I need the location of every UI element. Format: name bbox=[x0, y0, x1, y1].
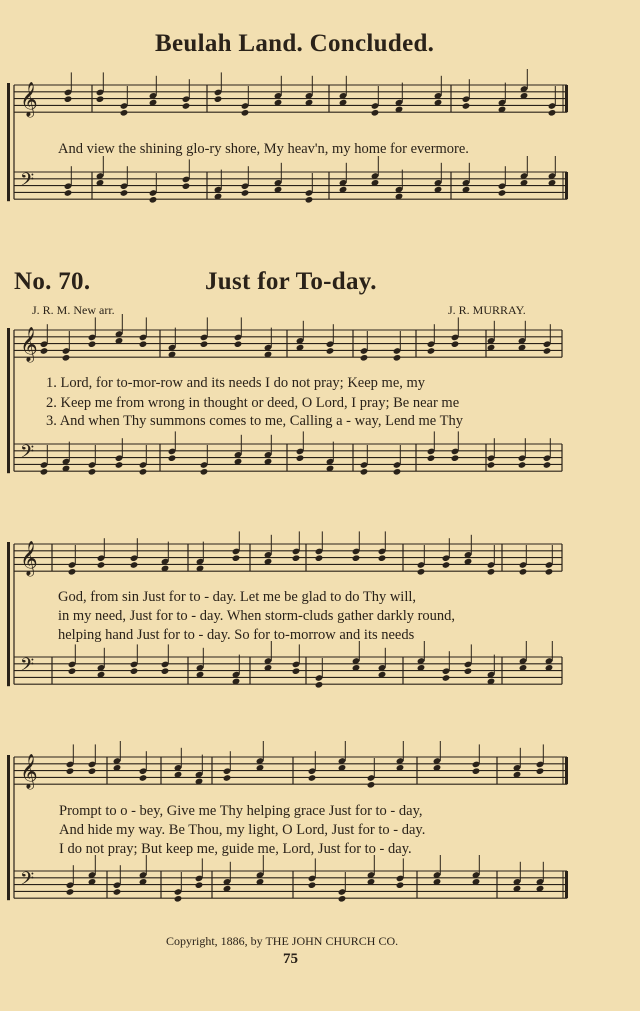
hymn-system1-brace bbox=[7, 328, 10, 473]
beulah-bass-note bbox=[241, 189, 250, 197]
hymn-system1-bass-note bbox=[40, 468, 49, 476]
beulah-bass-note bbox=[64, 189, 73, 197]
hymn-system2-treble-note bbox=[352, 554, 361, 562]
hymn-system3-treble-note bbox=[308, 774, 317, 782]
hymn-system1-bass-note bbox=[200, 468, 209, 476]
hymn-system3-bass-note bbox=[195, 881, 204, 889]
system3-lyric-verse2: And hide my way. Be Thou, my light, O Lord, Just for to - day. bbox=[59, 822, 426, 838]
beulah-bass-clef-icon: 𝄢 bbox=[20, 170, 35, 195]
hymn-system1-treble-note bbox=[393, 354, 402, 362]
beulah-bass-note bbox=[498, 189, 507, 197]
hymn-system1-bass-note bbox=[115, 461, 124, 469]
hymn-system2-treble-note bbox=[292, 554, 301, 562]
beulah-treble-note bbox=[214, 95, 223, 103]
hymn-system2-treble-clef-icon: 𝄞 bbox=[20, 541, 38, 576]
hymn-system1-bass-note bbox=[393, 468, 402, 476]
hymn-system2-bass-note bbox=[130, 667, 139, 675]
hymn-system2-bass-clef-icon: 𝄢 bbox=[20, 655, 35, 680]
hymn-system2-bass-note bbox=[68, 667, 77, 675]
beulah-bass-note bbox=[182, 182, 191, 190]
hymn-system3-bass-note bbox=[338, 895, 347, 903]
beulah-treble-note bbox=[462, 102, 471, 110]
hymn-number: No. 70. bbox=[14, 268, 91, 295]
page-number: 75 bbox=[283, 951, 298, 967]
system3-lyric-verse1: Prompt to o - bey, Give me Thy helping grace Just for to - day, bbox=[59, 803, 423, 819]
beulah-treble-note bbox=[120, 109, 129, 117]
system1-lyric-verse2: 2. Keep me from wrong in thought or deed, O Lord, I pray; Be near me bbox=[46, 395, 460, 411]
hymn-system3-bass-clef-icon: 𝄢 bbox=[20, 869, 35, 894]
hymn-title: Just for To-day. bbox=[205, 268, 377, 295]
hymn-system2-bass-note bbox=[161, 667, 170, 675]
hymn-system3-treble-note bbox=[536, 767, 545, 775]
hymn-system2-bass-note bbox=[292, 667, 301, 675]
hymn-system1-bass-note bbox=[543, 461, 552, 469]
hymn-system1-treble-note bbox=[326, 347, 335, 355]
hymn-system3-bass-note bbox=[113, 888, 122, 896]
hymn-system1-treble-clef-icon: 𝄞 bbox=[20, 327, 38, 362]
hymn-system3-bass-note bbox=[66, 888, 75, 896]
hymn-system1-bass-note bbox=[487, 461, 496, 469]
hymn-system1-treble-note bbox=[139, 340, 148, 348]
hymn-system2-treble-note bbox=[417, 568, 426, 576]
copyright-line: Copyright, 1886, by THE JOHN CHURCH CO. bbox=[166, 934, 399, 948]
hymn-system3-treble-note bbox=[88, 767, 97, 775]
hymn-system2-bass-note bbox=[464, 667, 473, 675]
system1-lyric-verse3: 3. And when Thy summons comes to me, Calling a - way, Lend me Thy bbox=[46, 413, 463, 429]
beulah-bass-note bbox=[305, 196, 314, 204]
hymn-system1-bass-note bbox=[296, 454, 305, 462]
hymn-system2-bass-note bbox=[315, 681, 324, 689]
hymn-system2-treble-note bbox=[232, 554, 241, 562]
hymn-system1-treble-note bbox=[234, 340, 243, 348]
hymn-system1-bass-note bbox=[360, 468, 369, 476]
hymn-system3-treble-note bbox=[223, 774, 232, 782]
hymn-system1-treble-note bbox=[360, 354, 369, 362]
hymn-system1-bass-note bbox=[518, 461, 527, 469]
beulah-bass-note bbox=[120, 189, 129, 197]
hymn-system2-treble-note bbox=[442, 561, 451, 569]
hymn-system3-treble-clef-icon: 𝄞 bbox=[20, 754, 38, 789]
hymn-system1-treble-note bbox=[40, 347, 49, 355]
hymn-system3-bass-note bbox=[396, 881, 405, 889]
hymn-system2-treble-note bbox=[315, 554, 324, 562]
continuation-title: Beulah Land. Concluded. bbox=[155, 30, 435, 57]
beulah-treble-clef-icon: 𝄞 bbox=[20, 82, 38, 117]
hymn-system2-treble-note bbox=[68, 568, 77, 576]
hymn-system1-bass-note bbox=[139, 468, 148, 476]
beulah-treble-note bbox=[182, 102, 191, 110]
beulah-treble-note bbox=[64, 95, 73, 103]
beulah-lyric: And view the shining glo-ry shore, My heav'n, my home for evermore. bbox=[58, 141, 469, 157]
hymn-system3-end-barline bbox=[565, 871, 568, 898]
system2-lyric-verse1: God, from sin Just for to - day. Let me be glad to do Thy will, bbox=[58, 589, 417, 605]
hymn-system1-bass-note bbox=[427, 454, 436, 462]
hymn-system3-treble-note bbox=[472, 767, 481, 775]
hymn-system1-treble-note bbox=[543, 347, 552, 355]
hymn-system1-bass-note bbox=[451, 454, 460, 462]
beulah-treble-note bbox=[96, 95, 105, 103]
hymn-system2-brace bbox=[7, 542, 10, 686]
hymn-system1-bass-clef-icon: 𝄢 bbox=[20, 442, 35, 467]
beulah-brace bbox=[7, 83, 10, 201]
hymn-system2-treble-note bbox=[519, 568, 528, 576]
hymn-system3-bass-note bbox=[174, 895, 183, 903]
music-credit: J. R. MURRAY. bbox=[448, 303, 526, 317]
beulah-treble-note bbox=[241, 109, 250, 117]
beulah-bass-note bbox=[149, 196, 158, 204]
hymn-system2-treble-note bbox=[545, 568, 554, 576]
hymn-system1-treble-note bbox=[200, 340, 209, 348]
hymn-system2-treble-note bbox=[378, 554, 387, 562]
words-credit: J. R. M. New arr. bbox=[32, 303, 115, 317]
system1-lyric-verse1: 1. Lord, for to-mor-row and its needs I do not pray; Keep me, my bbox=[46, 375, 426, 391]
beulah-end-barline bbox=[565, 172, 568, 199]
system2-lyric-verse2: in my need, Just for to - day. When storm-cluds gather darkly round, bbox=[58, 608, 456, 624]
system2-lyric-verse3: helping hand Just for to - day. So for to-morrow and its needs bbox=[58, 627, 415, 643]
hymn-system3-end-barline bbox=[565, 757, 568, 784]
hymn-system3-treble-note bbox=[367, 781, 376, 789]
beulah-treble-note bbox=[371, 109, 380, 117]
hymn-system3-treble-note bbox=[66, 767, 75, 775]
hymn-system2-treble-note bbox=[130, 561, 139, 569]
hymn-system1-bass-note bbox=[88, 468, 97, 476]
hymn-system1-bass-note bbox=[168, 454, 177, 462]
hymn-system1-treble-note bbox=[451, 340, 460, 348]
hymn-system2-treble-note bbox=[487, 568, 496, 576]
hymn-system3-bass-note bbox=[308, 881, 317, 889]
system3-lyric-verse3: I do not pray; But keep me, guide me, Lord, Just for to - day. bbox=[59, 841, 412, 857]
hymn-system2-treble-note bbox=[97, 561, 106, 569]
beulah-end-barline bbox=[565, 85, 568, 112]
hymn-system2-bass-note bbox=[442, 674, 451, 682]
beulah-treble-note bbox=[548, 109, 557, 117]
hymn-system1-treble-note bbox=[88, 340, 97, 348]
hymn-system1-treble-note bbox=[427, 347, 436, 355]
hymn-system3-treble-note bbox=[139, 774, 148, 782]
hymn-system1-treble-note bbox=[62, 354, 71, 362]
hymn-system3-brace bbox=[7, 755, 10, 900]
